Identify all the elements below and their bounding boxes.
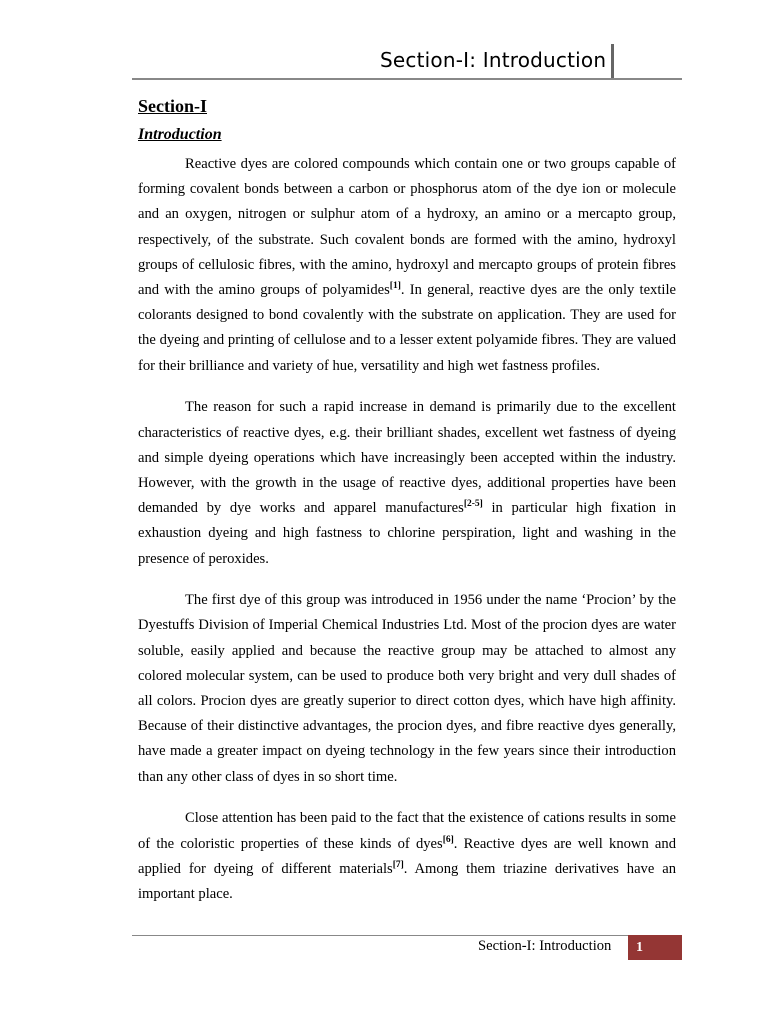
paragraph-4-text: Close attention has been paid to the fact that the existence of cations results in some of the coloristic properties of these kinds of dyes	[138, 810, 676, 852]
paragraph-3	[138, 588, 676, 790]
paragraph-2	[138, 395, 676, 571]
paragraph-1-text: Reactive dyes are colored compounds which contain one or two groups capable of forming covalent bonds between a carbon or phosphorus atom of the dye ion or molecule and an oxygen, nitrogen or sulphur atom of a hydroxy, an amino or a mercapto group, respectively, of the substrate. Such covalent bonds are formed with the amino, hydroxyl groups of cellulosic fibres, with the amino, hydroxyl and mercapto groups of protein fibres and with the amino groups of polyamides	[138, 156, 676, 299]
citation-2-5: [2-5]	[463, 499, 483, 510]
section-heading: Section-I	[138, 96, 207, 116]
paragraph-1-text-cont: . In general, reactive dyes are the only textile colorants designed to bond covalently with the substrate on application. They are used for the dyeing and printing of cellulose and to a lesser extent polyamide fibres. They are valued for their brilliance and variety of hue, versatility and high wet fastness profiles.	[138, 282, 676, 374]
footer-title: Section-I: Introduction	[478, 938, 612, 954]
paragraph-3-text: The first dye of this group was introduced in 1956 under the name ‘Procion’ by the Dyestuffs Division of Imperial Chemical Industries Ltd. Most of the procion dyes are water soluble, easily applied and because the reactive group may be attached to almost any colored molecular system, can be used to produce both very bright and very dull shades of all colors. Procion dyes are greatly superior to direct cotton dyes, which have high affinity. Because of their distinctive advantages, the procion dyes, and fibre reactive dyes generally, have made a greater impact on dyeing technology in the few years since their introduction than any other class of dyes in so short time.	[138, 592, 676, 785]
running-header-title: Section-I: Introduction	[380, 48, 607, 72]
paragraph-4-text-cont: . Reactive dyes are well known and applied for dyeing of different materials	[138, 835, 676, 877]
header-rule	[132, 78, 682, 80]
introduction-subheading: Introduction	[138, 126, 222, 143]
paragraph-2-text: The reason for such a rapid increase in demand is primarily due to the excellent characteristics of reactive dyes, e.g. their brilliant shades, excellent wet fastness of dyeing and simple dyeing operations which have increasingly been accepted within the industry. However, with the growth in the usage of reactive dyes, additional properties have been demanded by dye works and apparel manufactures	[138, 399, 676, 517]
header-vertical-bar	[611, 44, 614, 78]
paragraph-1	[138, 152, 676, 379]
citation-6: [6]	[442, 834, 454, 845]
citation-1: [1]	[389, 281, 401, 292]
citation-7: [7]	[392, 859, 404, 870]
footer-rule	[132, 935, 682, 936]
page-number: 1	[628, 935, 682, 960]
paragraph-4	[138, 806, 676, 907]
body-text	[138, 152, 676, 924]
paragraph-4-text-end: . Among them triazine derivatives have an important place.	[138, 860, 676, 902]
paragraph-2-text-cont: in particular high fixation in exhaustion dyeing and high fastness to chlorine perspiration, light and washing in the presence of peroxides.	[138, 500, 676, 567]
